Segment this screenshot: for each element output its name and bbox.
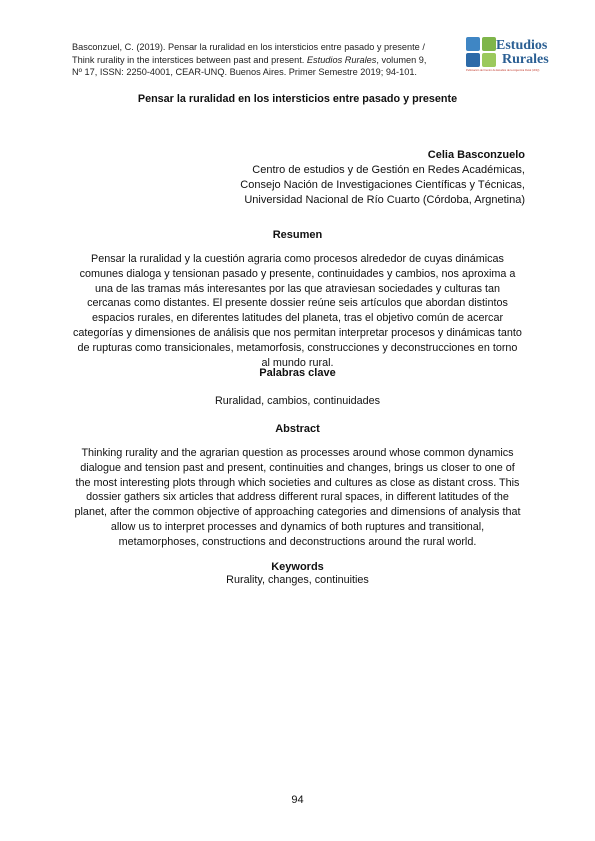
- author-name: Celia Basconzuelo: [427, 149, 525, 161]
- logo-squares-icon: [466, 37, 496, 67]
- abstract-heading: Abstract: [275, 423, 320, 435]
- keywords-heading: Keywords: [271, 561, 324, 573]
- page-number: 94: [291, 794, 304, 806]
- affiliation-line-3: Universidad Nacional de Río Cuarto (Córdoba, Argnetina): [244, 194, 525, 206]
- palabras-clave-body: Ruralidad, cambios, continuidades: [214, 395, 381, 407]
- citation-text: Basconzuel, C. (2019). Pensar la ruralidad en los intersticios entre pasado y presente / Think rurality in the interstices between past and present.: [72, 42, 425, 65]
- resumen-body: Pensar la ruralidad y la cuestión agraria como procesos alrededor de cuyas dinámicas comunes dialoga y tensionan pasado y presente, continuidades y cambios, nos aproxima a una de las tramas más interesantes por las que atraviesan sociedades y culturas tan cercanas como distantes. El presente dossier reúne seis artículos que abordan distintos espacios rurales, en diferentes latitudes del planeta, tras el objetivo común de acercar categorías y dimensiones de análisis que nos permitan interpretar procesos y dinámicas tanto de rupturas como transicionales, metamorfosis, construcciones y deconstrucciones en torno al mundo rural.: [73, 253, 522, 369]
- affiliation-line-1: Centro de estudios y de Gestión en Redes Académicas,: [252, 164, 525, 176]
- citation-header: [72, 41, 432, 79]
- keywords-body: Rurality, changes, continuities: [226, 574, 369, 586]
- citation-details: , volumen 9, Nº 17, ISSN: 2250-4001, CEAR-UNQ. Buenos Aires. Primer Semestre 2019; 94-101.: [72, 54, 427, 78]
- logo-word-estudios: Estudios: [496, 38, 548, 53]
- author-block: [240, 148, 525, 208]
- affiliation-line-2: Consejo Nación de Investigaciones Científicas y Técnicas,: [240, 179, 525, 191]
- logo-word-rurales: Rurales: [502, 52, 549, 67]
- citation-journal: Estudios Rurales: [306, 54, 377, 65]
- resumen-heading: Resumen: [272, 229, 323, 241]
- logo-subtitle: Publicación del Centro de Estudios de la Argentina Rural (UNQ): [466, 69, 540, 72]
- journal-logo: [466, 33, 549, 77]
- palabras-clave-heading: Palabras clave: [259, 367, 336, 379]
- abstract-body: Thinking rurality and the agrarian question as processes around whose common dynamics dialogue and tension past and present, continuities and changes, brings us closer to one of the most interesting plots through which societies and cultures as close as distant cross. This dossier gathers six articles that address different rural spaces, in different latitudes of the planet, after the common objective of approaching categories and dimensions of analysis that allow us to interpret processes and dynamics of both ruptures and transitional, metamorphoses, constructions and deconstructions around the rural world.: [74, 447, 521, 548]
- article-title: Pensar la ruralidad en los intersticios entre pasado y presente: [137, 93, 458, 105]
